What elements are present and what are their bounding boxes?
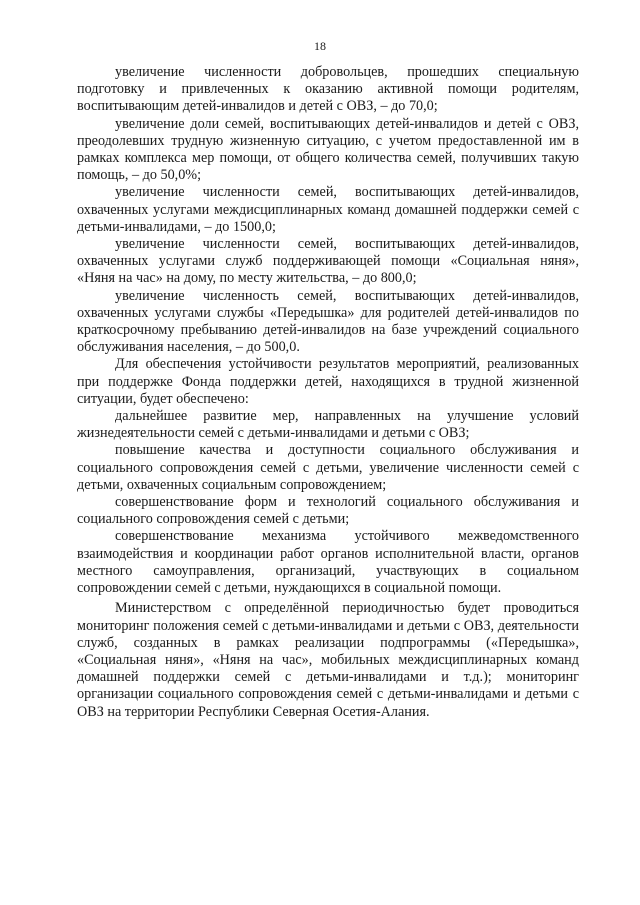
paragraph-home-support-teams: увеличение численности семей, воспитывающих детей-инвалидов, охваченных услугами междисциплинарных команд домашней поддержки семей с детьми-инвалидами, – до 1500,0;: [77, 184, 579, 235]
paragraph-service-quality: повышение качества и доступности социального обслуживания и социального сопровождения семей с детьми, увеличение численности семей с детьми, охваченных социальным сопровождением;: [77, 442, 579, 493]
paragraph-nanny-services: увеличение численности семей, воспитывающих детей-инвалидов, охваченных услугами служб поддерживающей помощи «Социальная няня», «Няня на час» на дому, по месту жительства, – до 800,0;: [77, 236, 579, 287]
paragraph-sustainability-intro: Для обеспечения устойчивости результатов мероприятий, реализованных при поддержке Фонда поддержки детей, находящихся в трудной жизненной ситуации, будет обеспечено:: [77, 356, 579, 407]
paragraph-living-conditions: дальнейшее развитие мер, направленных на улучшение условий жизнедеятельности семей с детьми-инвалидами и детьми с ОВЗ;: [77, 408, 579, 442]
paragraph-volunteers: увеличение численности добровольцев, прошедших специальную подготовку и привлеченных к оказанию активной помощи родителям, воспитывающим детей-инвалидов и детей с ОВЗ, – до 70,0;: [77, 64, 579, 115]
paragraph-families-share: увеличение доли семей, воспитывающих детей-инвалидов и детей с ОВЗ, преодолевших трудную жизненную ситуацию, с учетом предоставленной им в рамках комплекса мер помощи, от общего количества семей, получивших такую помощь, – до 50,0%;: [77, 115, 579, 184]
paragraph-monitoring: Министерством с определённой периодичностью будет проводиться мониторинг положения семей с детьми-инвалидами и детьми с ОВЗ, деятельности служб, созданных в рамках реализации подпрограммы («Передышка», «Социальная няня», «Няня на час», мобильных междисциплинарных команд домашней поддержки семей с детьми-инвалидами и т.д.); мониторинг организации социального сопровождения семей с детьми-инвалидами и детьми с ОВЗ на территории Республики Северная Осетия-Алания.: [77, 600, 579, 720]
paragraph-technologies: совершенствование форм и технологий социального обслуживания и социального сопровождения семей с детьми;: [77, 494, 579, 528]
paragraph-respite-service: увеличение численность семей, воспитывающих детей-инвалидов, охваченных услугами службы «Передышка» для родителей детей-инвалидов по краткосрочному пребыванию детей-инвалидов на базе учреждений социального обслуживания населения, – до 500,0.: [77, 287, 579, 356]
page-number: 18: [314, 39, 326, 53]
document-body: [77, 64, 579, 721]
paragraph-interagency-mechanism: совершенствование механизма устойчивого межведомственного взаимодействия и координации работ органов исполнительной власти, органов местного самоуправления, организаций, участвующих в социальном сопровождении семей с детьми, нуждающихся в социальной помощи.: [77, 528, 579, 597]
